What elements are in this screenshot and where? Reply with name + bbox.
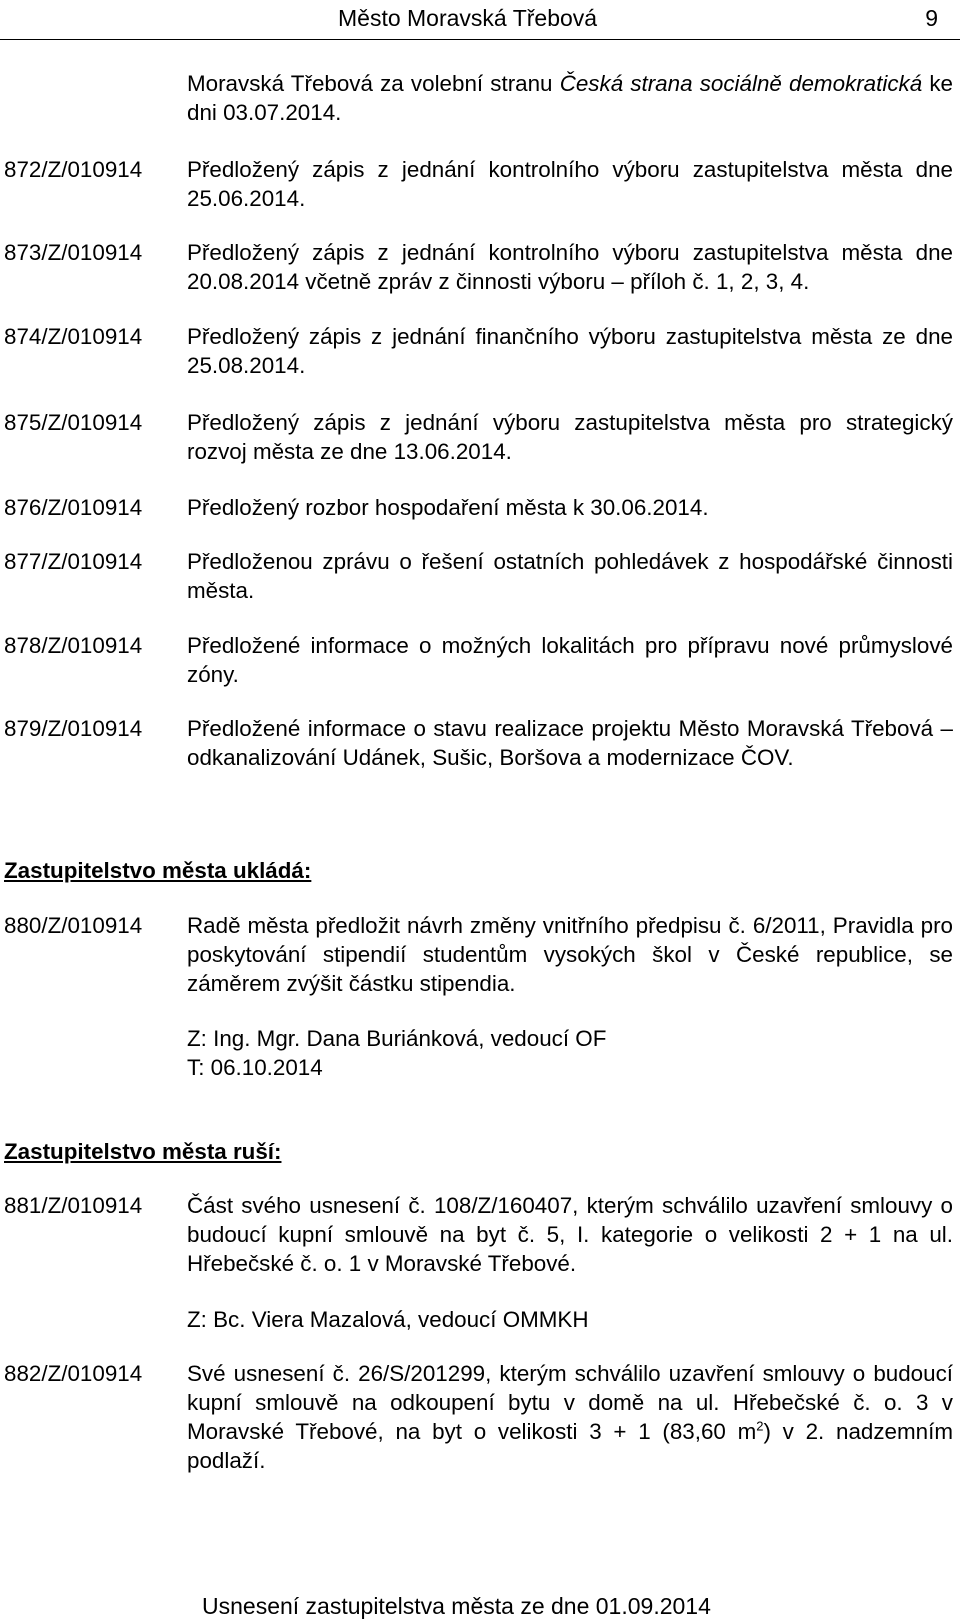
resolution-number: 875/Z/010914	[4, 410, 143, 435]
resolution-number: 876/Z/010914	[4, 495, 143, 520]
resolution-number: 877/Z/010914	[4, 549, 143, 574]
resolution-text: Předložené informace o stavu realizace projektu Město Moravská Třebová – odkanalizování Udánek, Sušic, Boršova a modernizace ČOV.	[187, 716, 953, 770]
resolution-text-start: Své usnesení č. 26/S/201299, kterým schválilo uzavření smlouvy o budoucí kupní smlouvě na odkoupení bytu v domě na ul. Hřebečské č. o. 3 v Moravské Třebové, na byt o velikosti 3 + 1 (83,60 m	[187, 1361, 953, 1444]
resolution-text-end: ) v 2. nadzemním podlaží.	[187, 1419, 953, 1473]
responsible-person: Z: Bc. Viera Mazalová, vedoucí OMMKH	[187, 1307, 589, 1332]
resolution-text: Předložený zápis z jednání kontrolního výboru zastupitelstva města dne 20.08.2014 včetně zpráv z činnosti výboru – příloh č. 1, 2, 3, 4.	[187, 240, 953, 294]
resolution-number: 880/Z/010914	[4, 913, 143, 938]
resolution-text: Předložený zápis z jednání výboru zastupitelstva města pro strategický rozvoj města ze dne 13.06.2014.	[187, 410, 953, 464]
carryover-text-end: ke dni 03.07.2014.	[187, 71, 953, 125]
superscript-two: 2	[756, 1418, 764, 1434]
header-title: Město Moravská Třebová	[338, 5, 598, 31]
deadline: T: 06.10.2014	[187, 1055, 323, 1080]
carryover-paragraph	[187, 69, 953, 127]
resolution-text: Radě města předložit návrh změny vnitřního předpisu č. 6/2011, Pravidla pro poskytování stipendií studentům vysokých škol v České republice, se záměrem zvýšit částku stipendia.	[187, 913, 953, 996]
resolution-number: 874/Z/010914	[4, 324, 143, 349]
resolution-number: 878/Z/010914	[4, 633, 143, 658]
resolution-number: 879/Z/010914	[4, 716, 143, 741]
resolution-number: 873/Z/010914	[4, 240, 143, 265]
resolution-text	[187, 1359, 953, 1475]
resolution-text: Předložené informace o možných lokalitách pro přípravu nové průmyslové zóny.	[187, 633, 953, 687]
page-footer: Usnesení zastupitelstva města ze dne 01.09.2014	[202, 1593, 711, 1619]
resolution-text: Předloženou zprávu o řešení ostatních pohledávek z hospodářské činnosti města.	[187, 549, 953, 603]
resolution-text: Předložený zápis z jednání kontrolního výboru zastupitelstva města dne 25.06.2014.	[187, 157, 953, 211]
page-header	[0, 0, 960, 40]
resolution-text: Část svého usnesení č. 108/Z/160407, kterým schválilo uzavření smlouvy o budoucí kupní smlouvě na byt č. 5, I. kategorie o velikosti 2 + 1 na ul. Hřebečské č. o. 1 v Moravské Třebové.	[187, 1193, 953, 1276]
section-heading-rusi: Zastupitelstvo města ruší:	[4, 1139, 282, 1164]
carryover-text-start: Moravská Třebová za volební stranu	[187, 71, 560, 96]
resolution-text: Předložený rozbor hospodaření města k 30.06.2014.	[187, 495, 709, 520]
party-name: Česká strana sociálně demokratická	[559, 71, 923, 96]
resolution-text: Předložený zápis z jednání finančního výboru zastupitelstva města ze dne 25.08.2014.	[187, 324, 953, 378]
responsible-person: Z: Ing. Mgr. Dana Buriánková, vedoucí OF	[187, 1026, 607, 1051]
resolution-number: 872/Z/010914	[4, 157, 143, 182]
header-page-number: 9	[925, 5, 938, 31]
resolution-number: 881/Z/010914	[4, 1193, 143, 1218]
section-heading-uklada: Zastupitelstvo města ukládá:	[4, 858, 312, 883]
resolution-number: 882/Z/010914	[4, 1361, 143, 1386]
